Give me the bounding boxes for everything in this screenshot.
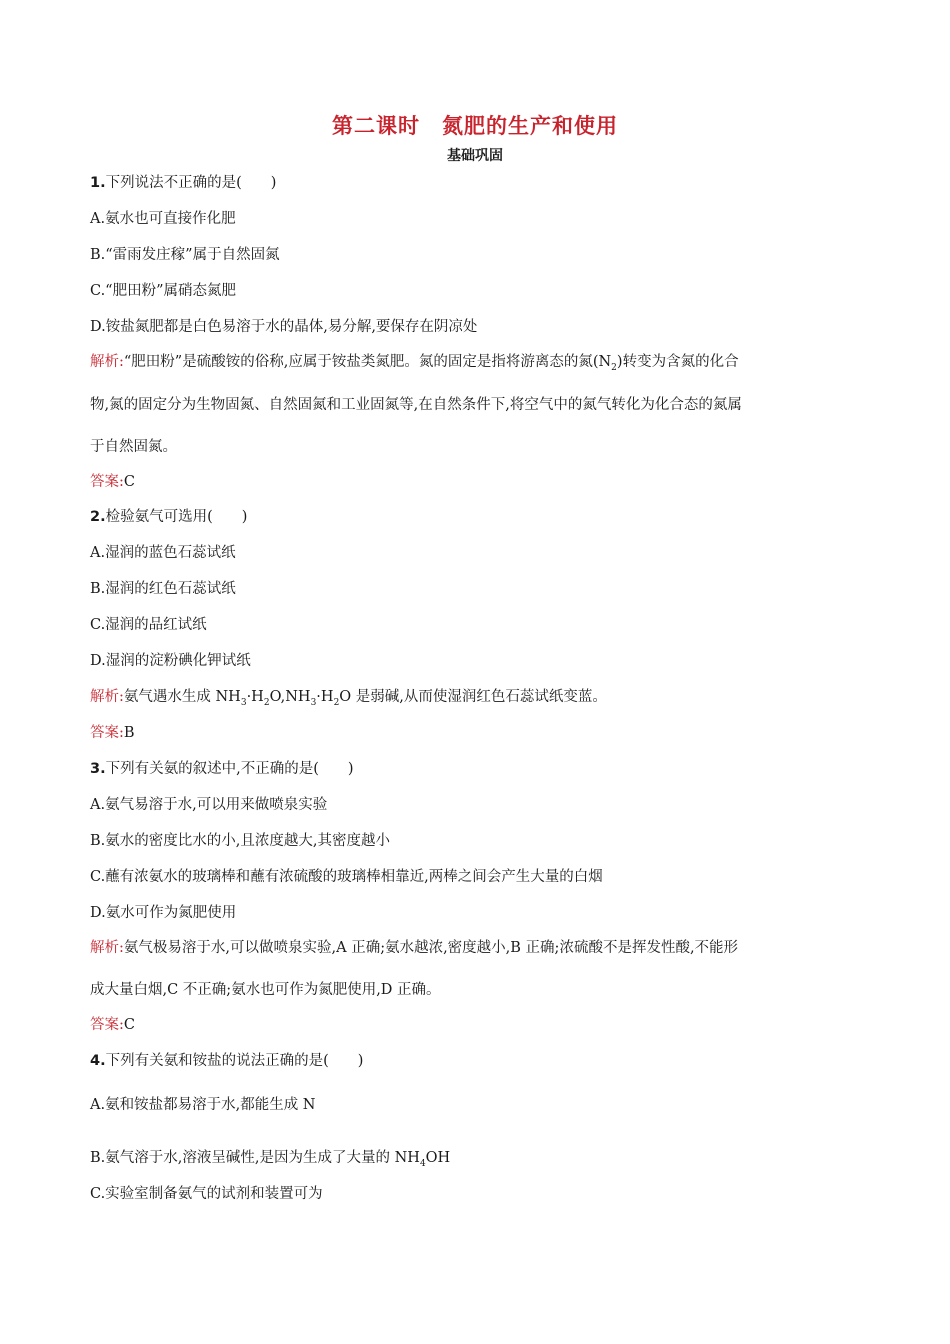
q1-analysis-line-3: 于自然固氮。 [90, 439, 177, 455]
q1-option-a: A.氨水也可直接作化肥 [90, 211, 236, 227]
analysis-label: 解析: [90, 354, 124, 370]
analysis-text: “肥田粉”是硫酸铵的俗称,应属于铵盐类氮肥。氮的固定是指将游离态的氮(N [123, 354, 612, 370]
question-4-stem [90, 1049, 870, 1070]
q1-option-c: C.“肥田粉”属硝态氮肥 [90, 283, 237, 299]
q4-option-b [90, 1146, 870, 1169]
q2-option-d: D.湿润的淀粉碘化钾试纸 [90, 653, 251, 669]
question-number: 1. [90, 175, 106, 191]
q3-option-d: D.氨水可作为氮肥使用 [90, 905, 237, 921]
question-text: 下列有关氨的叙述中,不正确的是( ) [105, 761, 354, 777]
analysis-text: ·H [246, 689, 264, 705]
q3-option-c: C.蘸有浓氨水的玻璃棒和蘸有浓硫酸的玻璃棒相靠近,两棒之间会产生大量的白烟 [90, 869, 603, 885]
q1-analysis-line-1 [90, 350, 870, 373]
answer-value: C [123, 1017, 135, 1033]
subscript: 3 [240, 697, 247, 708]
subscript: 2 [263, 697, 270, 708]
q2-answer [90, 721, 870, 742]
question-1-stem [90, 171, 870, 192]
answer-value: C [123, 474, 135, 490]
analysis-label: 解析: [90, 940, 124, 956]
q1-analysis-line-2: 物,氮的固定分为生物固氮、自然固氮和工业固氮等,在自然条件下,将空气中的氮气转化为化合态的氮属 [90, 397, 742, 413]
analysis-text: 氨气极易溶于水,可以做喷泉实验,A 正确;氨水越浓,密度越小,B 正确;浓硫酸不是挥发性酸,不能形 [123, 940, 739, 956]
answer-label: 答案: [90, 725, 124, 741]
section-heading: 基础巩固 [447, 148, 503, 164]
analysis-text: ·H [316, 689, 334, 705]
analysis-label: 解析: [90, 689, 124, 705]
subscript: 4 [419, 1158, 426, 1169]
q3-option-a: A.氨气易溶于水,可以用来做喷泉实验 [90, 797, 328, 813]
answer-label: 答案: [90, 474, 124, 490]
analysis-text: O 是弱碱,从而使湿润红色石蕊试纸变蓝。 [339, 689, 607, 705]
analysis-text: 氨气遇水生成 NH [123, 689, 241, 705]
question-text: 下列有关氨和铵盐的说法正确的是( ) [105, 1053, 364, 1069]
q3-option-b: B.氨水的密度比水的小,且浓度越大,其密度越小 [90, 833, 390, 849]
answer-value: B [123, 725, 135, 741]
q2-option-a: A.湿润的蓝色石蕊试纸 [90, 545, 236, 561]
question-number: 2. [90, 509, 106, 525]
subscript: 2 [611, 362, 617, 373]
subscript: 3 [310, 697, 317, 708]
question-number: 3. [90, 761, 106, 777]
q1-option-d: D.铵盐氮肥都是白色易溶于水的晶体,易分解,要保存在阴凉处 [90, 319, 478, 335]
question-text: 下列说法不正确的是( ) [105, 175, 277, 191]
option-text: B.氨气溶于水,溶液呈碱性,是因为生成了大量的 NH [90, 1150, 420, 1166]
subscript: 2 [333, 697, 340, 708]
page-title: 第二课时 氮肥的生产和使用 [332, 114, 618, 138]
question-text: 检验氨气可选用( ) [105, 509, 248, 525]
q1-answer [90, 470, 870, 491]
q2-analysis [90, 685, 870, 708]
question-2-stem [90, 505, 870, 526]
option-text: OH [425, 1150, 451, 1166]
q4-option-c: C.实验室制备氨气的试剂和装置可为 [90, 1186, 323, 1202]
question-number: 4. [90, 1053, 106, 1069]
q1-option-b: B.“雷雨发庄稼”属于自然固氮 [90, 247, 280, 263]
answer-label: 答案: [90, 1017, 124, 1033]
question-3-stem [90, 757, 870, 778]
q2-option-b: B.湿润的红色石蕊试纸 [90, 581, 236, 597]
analysis-text: )转变为含氮的化合 [616, 354, 739, 370]
analysis-text: O,NH [269, 689, 311, 705]
q3-analysis-line-1 [90, 936, 870, 957]
q3-analysis-line-2: 成大量白烟,C 不正确;氨水也可作为氮肥使用,D 正确。 [90, 982, 441, 998]
q2-option-c: C.湿润的品红试纸 [90, 617, 207, 633]
q3-answer [90, 1013, 870, 1034]
q4-option-a: A.氨和铵盐都易溶于水,都能生成 N [90, 1097, 316, 1113]
